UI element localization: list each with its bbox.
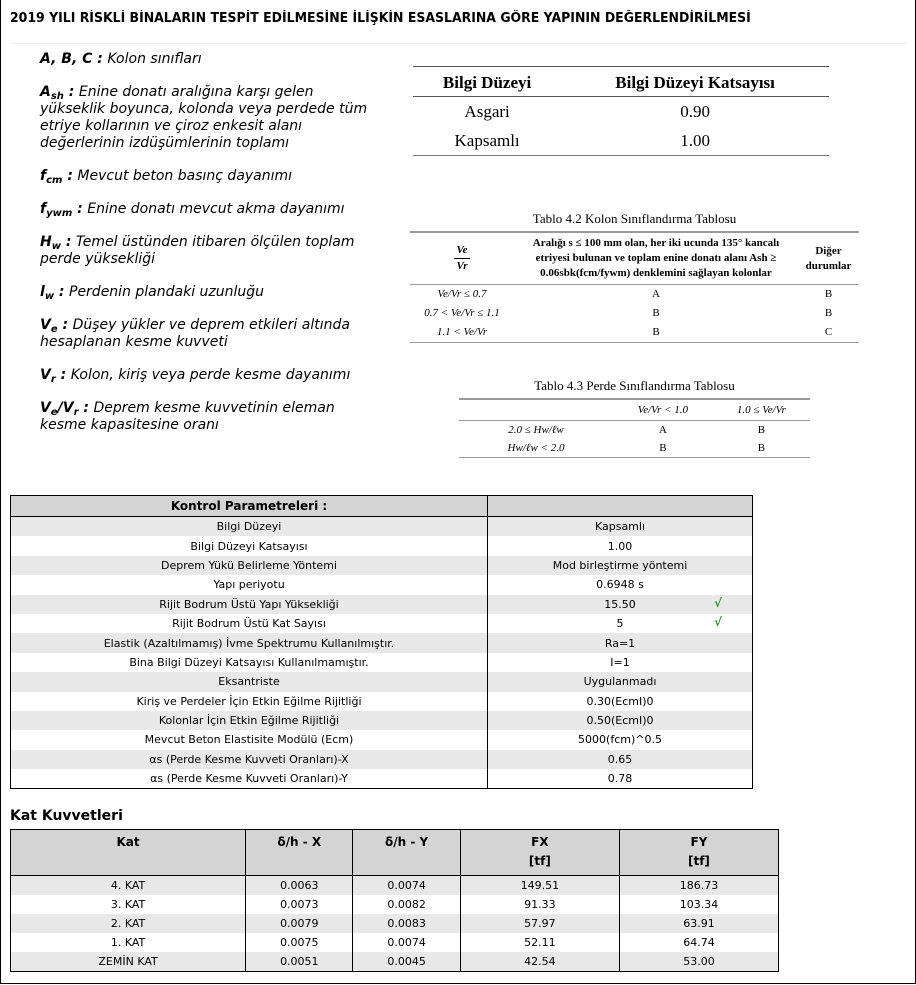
perde-header-low — [613, 399, 713, 421]
table-cell: 53.00 — [619, 952, 778, 972]
definition-item — [40, 317, 380, 351]
definition-text: Kolon sınıfları — [107, 51, 202, 67]
param-value: 5000(fcm)^0.5 — [578, 733, 662, 747]
perde-table-caption: Tablo 4.3 Perde Sınıflandırma Tablosu — [534, 378, 735, 393]
param-value-cell — [488, 692, 753, 711]
bilgi-coef: 0.90 — [680, 102, 710, 121]
column-header: FY [tf] — [619, 830, 778, 876]
param-value: Kapsamlı — [594, 520, 646, 534]
kolon-ratio: 1.1 < Ve/Vr — [436, 326, 488, 338]
table-cell: 0.0074 — [353, 933, 460, 952]
kontrol-header: Kontrol Parametreleri : — [11, 496, 488, 517]
definition-text: Enine donatı mevcut akma dayanımı — [87, 201, 345, 217]
param-label: Elastik (Azaltılmamış) İvme Spektrumu Kullanılmıştır. — [11, 633, 488, 652]
definition-item — [40, 51, 380, 68]
bilgi-level: Kapsamlı — [413, 126, 561, 156]
column-header: FX [tf] — [460, 830, 619, 876]
table-row — [11, 730, 753, 749]
table-row — [413, 97, 829, 127]
definition-term: $V_r$ : — [40, 367, 67, 385]
table-row — [11, 692, 753, 711]
param-label: Eksantriste — [11, 672, 488, 691]
param-label: Bilgi Düzeyi — [11, 517, 488, 537]
param-value-cell — [488, 730, 753, 749]
table-cell: 1. KAT — [11, 933, 246, 952]
table-cell: 42.54 — [460, 952, 619, 972]
perde-classification-table — [459, 398, 810, 458]
table-row — [410, 285, 859, 305]
param-value-cell — [488, 672, 753, 691]
param-value-cell — [488, 556, 753, 575]
definition-item — [40, 400, 380, 434]
column-header: δ/h - X — [246, 830, 353, 876]
param-value: 1.00 — [607, 539, 633, 553]
table-row — [11, 876, 779, 896]
param-label: αs (Perde Kesme Kuvveti Oranları)-X — [11, 750, 488, 769]
definition-term: $l_w$ : — [40, 284, 65, 302]
table-row — [11, 575, 753, 594]
kolon-class-other: C — [798, 323, 859, 343]
definition-term: $A_{sh}$ : — [40, 84, 75, 102]
param-label: Deprem Yükü Belirleme Yöntemi — [11, 556, 488, 575]
kolon-header-ratio — [410, 232, 514, 285]
definition-item — [40, 367, 380, 384]
kolon-header-other: Diğer durumlar — [798, 232, 859, 285]
table-row — [410, 304, 859, 323]
kat-kuvvetleri-title: Kat Kuvvetleri — [10, 808, 123, 824]
kolon-class: A — [652, 288, 660, 300]
ratio-denominator: Vr — [456, 260, 468, 272]
param-value-cell — [488, 769, 753, 789]
table-cell: 0.0075 — [246, 933, 353, 952]
definition-item — [40, 201, 380, 218]
kolon-class-other: B — [824, 288, 833, 300]
table-cell: 0.0083 — [353, 914, 460, 933]
kolon-class-other: B — [824, 307, 833, 319]
check-icon: √ — [713, 614, 722, 629]
check-icon: √ — [713, 595, 722, 610]
param-label: αs (Perde Kesme Kuvveti Oranları)-Y — [11, 769, 488, 789]
table-cell: 2. KAT — [11, 914, 246, 933]
table-cell: 0.0074 — [353, 876, 460, 896]
table-row — [11, 672, 753, 691]
kolon-class: B — [652, 307, 660, 319]
kat-kuvvetleri-table — [10, 829, 779, 972]
table-row — [11, 769, 753, 789]
table-cell: 0.0079 — [246, 914, 353, 933]
param-value: Uygulanmadı — [583, 675, 657, 689]
param-value-cell — [488, 595, 753, 614]
table-row — [11, 750, 753, 769]
kontrol-header-value — [488, 496, 753, 517]
table-row — [11, 895, 779, 914]
param-label: Kolonlar İçin Etkin Eğilme Rijitliği — [11, 711, 488, 730]
definition-text: Perdenin plandaki uzunluğu — [69, 284, 265, 300]
table-row — [11, 711, 753, 730]
kolon-classification-table — [410, 231, 859, 343]
table-cell: 63.91 — [619, 914, 778, 933]
bilgi-header-level: Bilgi Düzeyi — [413, 67, 561, 97]
param-value: I=1 — [610, 655, 630, 669]
param-value-cell — [488, 750, 753, 769]
table-row — [11, 653, 753, 672]
definition-item — [40, 168, 380, 185]
definition-item — [40, 284, 380, 301]
table-cell: 0.0073 — [246, 895, 353, 914]
param-value-cell — [488, 633, 753, 652]
table-cell: 52.11 — [460, 933, 619, 952]
perde-class: A — [658, 424, 667, 436]
definitions-list — [40, 51, 380, 450]
param-label: Yapı periyotu — [11, 575, 488, 594]
table-cell: 186.73 — [619, 876, 778, 896]
kolon-ratio: 0.7 < Ve/Vr ≤ 1.1 — [424, 307, 500, 319]
table-row — [11, 556, 753, 575]
param-value-cell — [488, 575, 753, 594]
definition-term: $H_w$ : — [40, 234, 72, 252]
title-divider — [10, 43, 906, 44]
table-row — [11, 614, 753, 633]
definition-term: $V_e/V_r$ : — [40, 400, 90, 418]
table-cell: 149.51 — [460, 876, 619, 896]
definition-text: Deprem kesme kuvvetinin eleman kesme kapasitesine oranı — [40, 400, 335, 433]
definition-term: A, B, C : — [40, 51, 103, 67]
param-label: Mevcut Beton Elastisite Modülü (Ecm) — [11, 730, 488, 749]
bilgi-level: Asgari — [464, 102, 510, 121]
kolon-ratio: Ve/Vr ≤ 0.7 — [437, 288, 487, 300]
param-value: 0.65 — [607, 752, 633, 766]
perde-header-blank — [459, 399, 613, 421]
perde-class: B — [757, 424, 766, 436]
table-row — [459, 439, 810, 458]
param-value: 0.50(EcmI)0 — [586, 714, 654, 728]
kontrol-parametreleri-table — [10, 495, 753, 789]
param-value-cell — [488, 653, 753, 672]
table-row — [413, 126, 829, 156]
kolon-header-condition: Aralığı s ≤ 100 mm olan, her iki ucunda 135° kancalı etriyesi bulunan ve toplam enine donatı alanı Ash ≥ 0.06sbk(fcm/fywm) denklemini sağlayan kolonlar — [514, 232, 798, 285]
definition-term: $f_{ywm}$ : — [40, 201, 83, 219]
table-cell: 0.0082 — [353, 895, 460, 914]
perde-header-high-text: 1.0 ≤ Ve/Vr — [736, 404, 786, 416]
table-cell: 3. KAT — [11, 895, 246, 914]
param-label: Kiriş ve Perdeler İçin Etkin Eğilme Rijitliği — [11, 692, 488, 711]
param-value: 0.78 — [607, 772, 633, 786]
ratio-numerator: Ve — [454, 243, 469, 259]
definition-item — [40, 84, 380, 152]
table-cell: ZEMİN KAT — [11, 952, 246, 972]
param-value-cell — [488, 517, 753, 537]
param-value-cell — [488, 614, 753, 633]
table-row — [11, 914, 779, 933]
param-value-cell — [488, 711, 753, 730]
param-label: Bilgi Düzeyi Katsayısı — [11, 536, 488, 555]
definition-text: Temel üstünden itibaren ölçülen toplam perde yüksekliği — [40, 234, 355, 267]
param-value: 0.30(EcmI)0 — [586, 694, 654, 708]
table-row — [11, 933, 779, 952]
definition-term: $f_{cm}$ : — [40, 168, 73, 186]
table-row — [410, 323, 859, 343]
perde-ratio: Hw/ℓw < 2.0 — [507, 442, 565, 454]
page-title: 2019 YILI RİSKLİ BİNALARIN TESPİT EDİLMESİNE İLİŞKİN ESASLARINA GÖRE YAPININ DEĞERLENDİRİLMESİ — [10, 11, 751, 26]
table-row — [459, 421, 810, 440]
param-value: Mod birleştirme yöntemi — [552, 558, 688, 572]
bilgi-duzeyi-table — [413, 66, 829, 156]
table-cell: 0.0045 — [353, 952, 460, 972]
param-value: 5 — [616, 617, 624, 631]
definition-item — [40, 234, 380, 268]
table-row — [11, 633, 753, 652]
definition-text: Enine donatı aralığına karşı gelen yükseklik boyunca, kolonda veya perdede tüm etriye kollarının ve çiroz enkesit alanı değerlerinin izdüşümlerinin toplamı — [40, 84, 368, 151]
definition-text: Kolon, kiriş veya perde kesme dayanımı — [70, 367, 351, 383]
table-row — [11, 517, 753, 537]
param-label: Rijit Bodrum Üstü Yapı Yüksekliği — [11, 595, 488, 614]
definition-term: $V_e$ : — [40, 317, 69, 335]
bilgi-coef: 1.00 — [561, 126, 829, 156]
kolon-class: B — [514, 323, 798, 343]
param-value: 15.50 — [604, 597, 636, 611]
perde-class: B — [713, 439, 810, 458]
table-cell: 103.34 — [619, 895, 778, 914]
param-value: 0.6948 s — [596, 578, 644, 592]
table-cell: 0.0063 — [246, 876, 353, 896]
table-cell: 91.33 — [460, 895, 619, 914]
kolon-table-caption: Tablo 4.2 Kolon Sınıflandırma Tablosu — [532, 211, 737, 226]
param-label: Rijit Bodrum Üstü Kat Sayısı — [11, 614, 488, 633]
column-header: Kat — [11, 830, 246, 876]
column-header: δ/h - Y — [353, 830, 460, 876]
perde-header-low-text: Ve/Vr < 1.0 — [637, 404, 689, 416]
table-cell: 64.74 — [619, 933, 778, 952]
table-cell: 0.0051 — [246, 952, 353, 972]
table-row — [11, 536, 753, 555]
table-cell: 57.97 — [460, 914, 619, 933]
param-label: Bina Bilgi Düzeyi Katsayısı Kullanılmamıştır. — [11, 653, 488, 672]
definition-text: Düşey yükler ve deprem etkileri altında hesaplanan kesme kuvveti — [40, 317, 350, 350]
table-row — [11, 595, 753, 614]
definition-text: Mevcut beton basınç dayanımı — [77, 168, 293, 184]
table-cell: 4. KAT — [11, 876, 246, 896]
perde-class: B — [613, 439, 713, 458]
bilgi-header-coef: Bilgi Düzeyi Katsayısı — [561, 67, 829, 97]
table-row — [11, 952, 779, 972]
perde-header-high — [713, 399, 810, 421]
param-value: Ra=1 — [604, 636, 636, 650]
perde-ratio: 2.0 ≤ Hw/ℓw — [508, 424, 564, 436]
param-value-cell — [488, 536, 753, 555]
